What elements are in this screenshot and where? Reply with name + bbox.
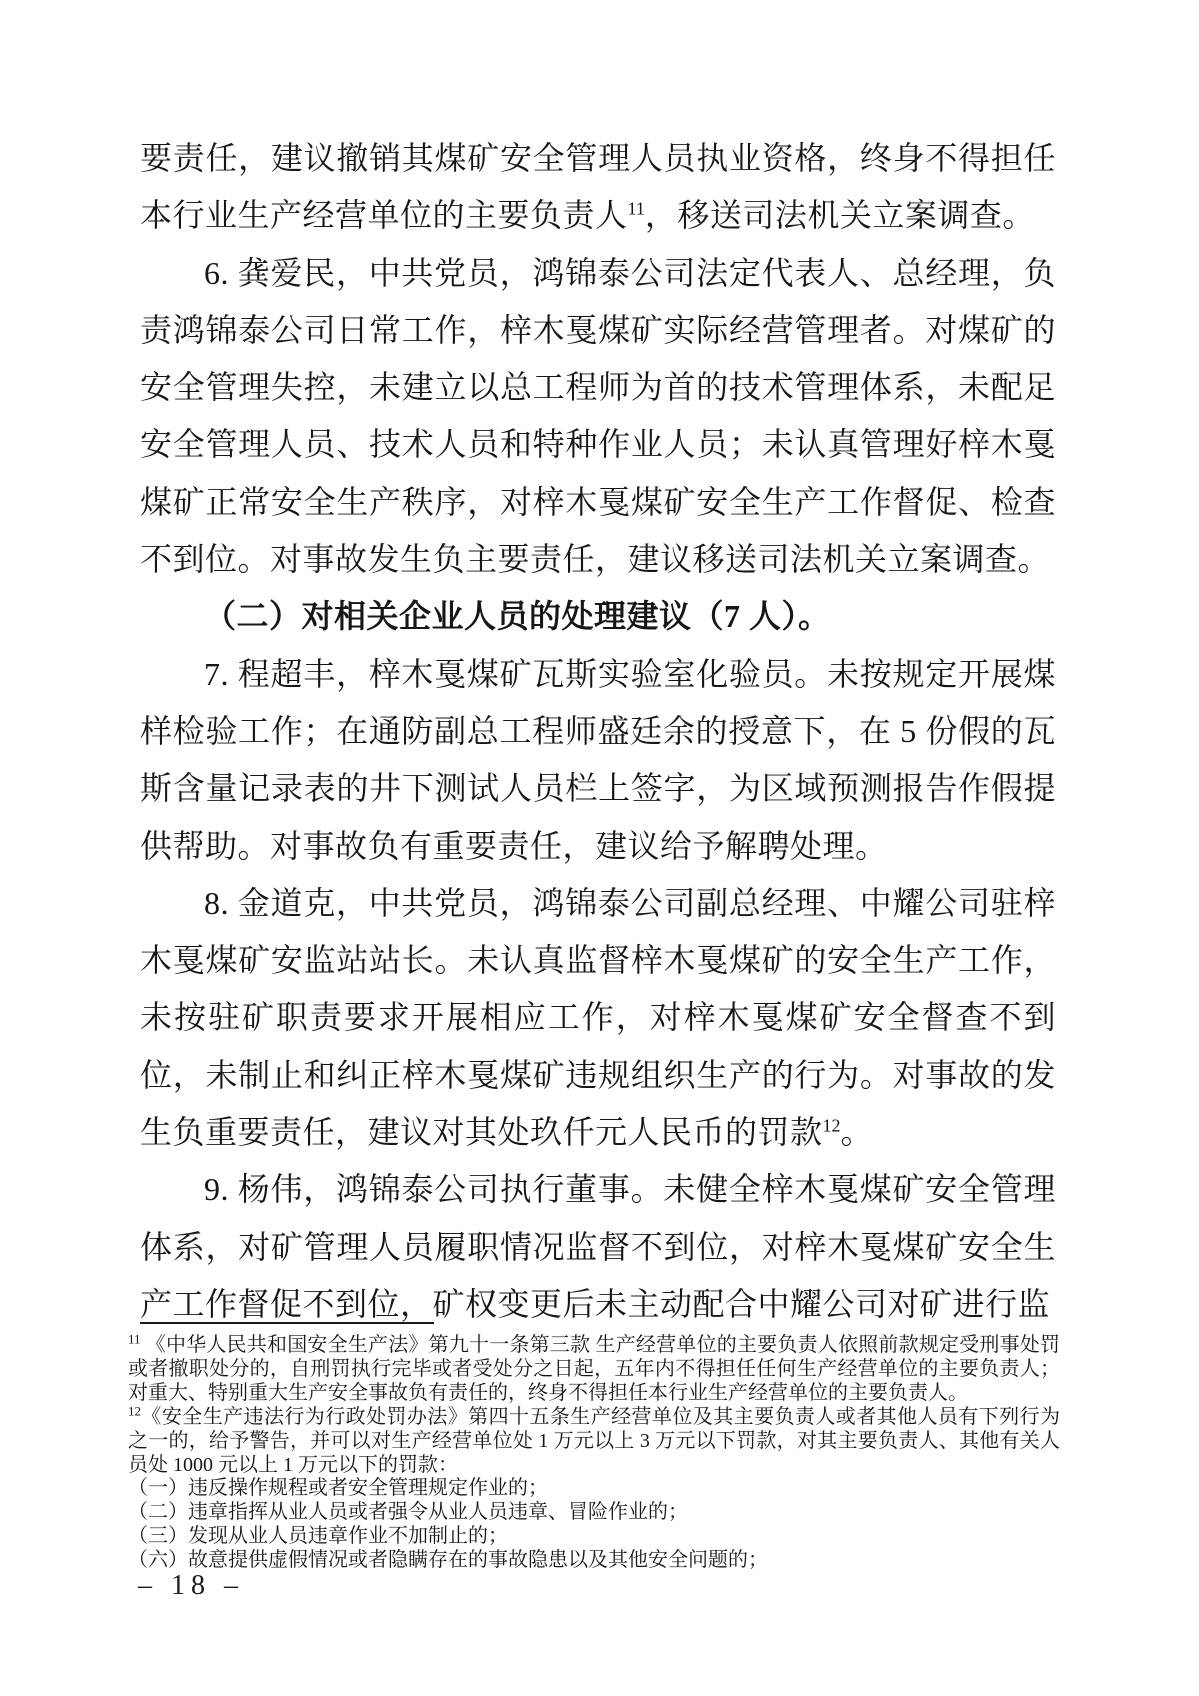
paragraph-item-6: 6. 龚爱民，中共党员，鸿锦泰公司法定代表人、总经理，负责鸿锦泰公司日常工作，梓木戛煤矿实际经营管理者。对煤矿的安全管理失控，未建立以总工程师为首的技术管理体系，未配足安全管理人员、技术人员和特种作业人员；未认真管理好梓木戛煤矿正常安全生产秩序，对梓木戛煤矿安全生产工作督促、检查不到位。对事故发生负主要责任，建议移送司法机关立案调查。 bbox=[140, 254, 1056, 578]
footnote-area bbox=[128, 1331, 1061, 1573]
body-text bbox=[140, 130, 1056, 1333]
footnote-12-list-item-2: （二）违章指挥从业人员或者强令从业人员违章、冒险作业的； bbox=[128, 1501, 688, 1524]
footnote-12-list-item-3: （三）发现从业人员违章作业不加制止的； bbox=[128, 1525, 508, 1548]
paragraph-item-8 bbox=[140, 875, 1056, 1161]
item8-text-start: 8. 金道克，中共党员，鸿锦泰公司副总经理、中耀公司驻梓木戛煤矿安监站站长。未认真监督梓木戛煤矿的安全生产工作，未按驻矿职责要求开展相应工作，对梓木戛煤矿安全督查不到位，未制止和纠正梓木戛煤矿违规组织生产的行为。对事故的发生负重要责任，建议对其处玖仟元人民币的罚款 bbox=[140, 884, 1056, 1151]
page-number: – 18 – bbox=[138, 1570, 244, 1601]
section-heading: （二）对相关企业人员的处理建议（7 人）。 bbox=[204, 598, 831, 635]
footnote-12-marker: 12 bbox=[128, 1403, 141, 1419]
footnote-12 bbox=[128, 1403, 1060, 1478]
footnote-11 bbox=[128, 1331, 1061, 1406]
footnote-ref-12: 12 bbox=[822, 1115, 841, 1136]
footnote-12-text: 《安全生产违法行为行政处罚办法》第四十五条生产经营单位及其主要负责人或者其他人员有下列行为之一的，给予警告，并可以对生产经营单位处 1 万元以上 3 万元以下罚款，对其主要负责人、其他有关人员处 1000 元以上 1 万元以下的罚款： bbox=[128, 1405, 1060, 1476]
footnote-11-text: 《中华人民共和国安全生产法》第九十一条第三款 生产经营单位的主要负责人依照前款规定受刑事处罚或者撤职处分的，自刑罚执行完毕或者受处分之日起，五年内不得担任任何生产经营单位的主要负责人；对重大、特别重大生产安全事故负有责任的，终身不得担任本行业生产经营单位的主要负责人。 bbox=[128, 1334, 1061, 1404]
footnote-separator bbox=[140, 1322, 434, 1324]
footnote-12-list-item-1: （一）违反操作规程或者安全管理规定作业的； bbox=[128, 1477, 548, 1500]
footnote-ref-11: 11 bbox=[627, 198, 645, 219]
item8-text-end: 。 bbox=[840, 1114, 874, 1151]
paragraph-item-7: 7. 程超丰，梓木戛煤矿瓦斯实验室化验员。未按规定开展煤样检验工作；在通防副总工程师盛廷余的授意下，在 5 份假的瓦斯含量记录表的井下测试人员栏上签字，为区域预测报告作假提供帮助。对事故负有重要责任，建议给予解聘处理。 bbox=[140, 655, 1056, 864]
continuation-text-start: 要责任，建议撤销其煤矿安全管理人员执业资格，终身不得担任本行业生产经营单位的主要负责人 bbox=[140, 140, 1056, 234]
paragraph-item-9: 9. 杨伟，鸿锦泰公司执行董事。未健全梓木戛煤矿安全管理体系，对矿管理人员履职情况监督不到位，对梓木戛煤矿安全生产工作督促不到位，矿权变更后未主动配合中耀公司对矿进行监 bbox=[140, 1171, 1056, 1322]
footnote-12-list-item-4: （六）故意提供虚假情况或者隐瞒存在的事故隐患以及其他安全问题的； bbox=[128, 1549, 768, 1572]
footnote-11-marker: 11 bbox=[128, 1331, 141, 1347]
continuation-paragraph bbox=[140, 130, 1056, 245]
continuation-text-end: ，移送司法机关立案调查。 bbox=[644, 197, 1035, 234]
